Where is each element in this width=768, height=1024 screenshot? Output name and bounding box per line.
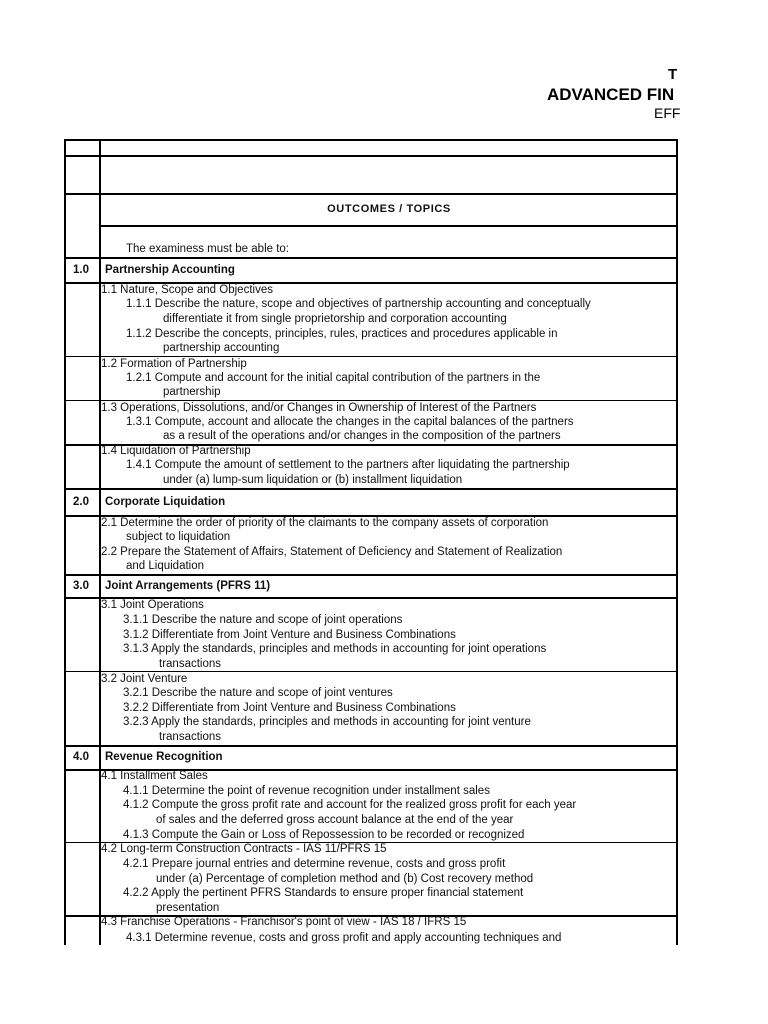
section-number: 2.0: [73, 496, 89, 508]
topic-line: 4.3.1 Determine revenue, costs and gross profit and apply accounting techniques and: [126, 932, 562, 944]
topic-line: 1.4.1 Compute the amount of settlement to the partners after liquidating the partnership: [126, 459, 570, 471]
topic-line: 3.2.2 Differentiate from Joint Venture and Business Combinations: [123, 702, 456, 714]
table-rule: [64, 139, 678, 141]
topic-line: 3.1 Joint Operations: [101, 599, 204, 611]
topic-line: 4.3 Franchise Operations - Franchisor's point of view - IAS 18 / IFRS 15: [101, 916, 467, 928]
topic-line: 1.1.2 Describe the concepts, principles, rules, practices and procedures applicable in: [126, 328, 558, 340]
topic-line: 4.2.2 Apply the pertinent PFRS Standards to ensure proper financial statement: [123, 887, 524, 899]
topic-line: transactions: [159, 658, 222, 670]
topic-line: 3.1.2 Differentiate from Joint Venture and Business Combinations: [123, 629, 456, 641]
topic-line: under (a) Percentage of completion method and (b) Cost recovery method: [156, 873, 534, 885]
topic-line: presentation: [156, 902, 220, 914]
column-title: OUTCOMES / TOPICS: [327, 203, 451, 215]
table-rule: [676, 139, 678, 945]
topic-line: 3.2 Joint Venture: [101, 673, 188, 685]
topic-line: subject to liquidation: [126, 531, 231, 543]
section-title: Revenue Recognition: [105, 751, 223, 763]
section-title: Joint Arrangements (PFRS 11): [105, 580, 271, 592]
topic-line: 1.3.1 Compute, account and allocate the changes in the capital balances of the partners: [126, 416, 574, 428]
topic-line: 3.1.3 Apply the standards, principles and methods in accounting for joint operations: [123, 643, 547, 655]
table-rule: [64, 139, 66, 945]
table-rule: [64, 257, 678, 259]
header-title-line3: EFF: [654, 105, 681, 121]
topic-line: 3.2.3 Apply the standards, principles and methods in accounting for joint venture: [123, 716, 531, 728]
table-rule: [99, 139, 101, 945]
topic-line: partnership accounting: [163, 342, 280, 354]
topic-line: as a result of the operations and/or changes in the composition of the partners: [163, 430, 561, 442]
topic-line: 1.3 Operations, Dissolutions, and/or Changes in Ownership of Interest of the Partners: [101, 402, 537, 414]
table-rule: [64, 488, 678, 490]
topic-line: 4.1.1 Determine the point of revenue recognition under installment sales: [123, 785, 490, 797]
topic-line: 2.2 Prepare the Statement of Affairs, Statement of Deficiency and Statement of Realization: [101, 546, 563, 558]
section-number: 3.0: [73, 580, 89, 592]
section-title: Corporate Liquidation: [105, 496, 226, 508]
section-title: Partnership Accounting: [105, 264, 235, 276]
topic-line: 2.1 Determine the order of priority of the claimants to the company assets of corporation: [101, 517, 549, 529]
table-rule: [100, 225, 678, 227]
table-rule: [64, 155, 678, 157]
topic-line: 3.2.1 Describe the nature and scope of joint ventures: [123, 687, 393, 699]
section-number: 1.0: [73, 264, 89, 276]
table-rule: [64, 745, 678, 747]
topic-line: and Liquidation: [126, 560, 205, 572]
topic-line: partnership: [163, 386, 221, 398]
topic-line: 4.2.1 Prepare journal entries and determine revenue, costs and gross profit: [123, 858, 506, 870]
table-rule: [64, 193, 678, 195]
topic-line: 4.1 Installment Sales: [101, 770, 208, 782]
topic-line: 1.2.1 Compute and account for the initial capital contribution of the partners in the: [126, 372, 541, 384]
topic-line: transactions: [159, 731, 222, 743]
topic-line: 4.1.3 Compute the Gain or Loss of Repossession to be recorded or recognized: [123, 829, 525, 841]
topic-line: of sales and the deferred gross account balance at the end of the year: [156, 814, 514, 826]
topic-line: under (a) lump-sum liquidation or (b) installment liquidation: [163, 474, 463, 486]
topic-line: 1.1 Nature, Scope and Objectives: [101, 284, 273, 296]
section-number: 4.0: [73, 751, 89, 763]
topic-line: 1.1.1 Describe the nature, scope and objectives of partnership accounting and conceptually: [126, 298, 591, 310]
topic-line: 1.2 Formation of Partnership: [101, 358, 247, 370]
topic-line: differentiate it from single proprietorship and corporation accounting: [163, 313, 507, 325]
topic-line: 1.4 Liquidation of Partnership: [101, 445, 251, 457]
header-title-line2: ADVANCED FIN: [547, 85, 675, 104]
topic-line: 4.2 Long-term Construction Contracts - IAS 11/PFRS 15: [101, 843, 387, 855]
lead-in-text: The examiness must be able to:: [126, 243, 289, 255]
header-title-line1: T: [668, 66, 678, 83]
topic-line: 3.1.1 Describe the nature and scope of joint operations: [123, 614, 403, 626]
table-rule: [64, 574, 678, 576]
topic-line: 4.1.2 Compute the gross profit rate and account for the realized gross profit for each year: [123, 799, 577, 811]
